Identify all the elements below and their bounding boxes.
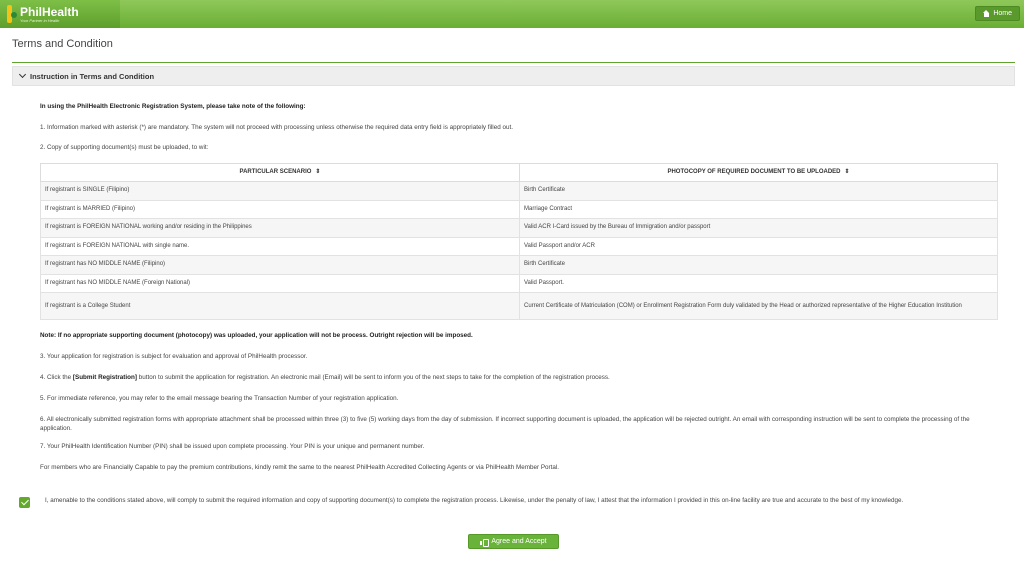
table-cell: Valid ACR I-Card issued by the Bureau of Immigration and/or passport: [520, 219, 998, 238]
instruction-item-3: 3. Your application for registration is subject for evaluation and approval of PhilHealth processor.: [40, 353, 308, 360]
agree-and-accept-button[interactable]: [468, 534, 559, 549]
members-note: For members who are Financially Capable to pay the premium contributions, kindly remit the same to the nearest PhilHealth Accredited Collecting Agents or via PhilHealth Member Portal.: [40, 464, 560, 471]
table-cell: If registrant is FOREIGN NATIONAL with single name.: [41, 237, 520, 256]
table-cell: If registrant is SINGLE (Filipino): [41, 182, 520, 201]
instruction-item-6: 6. All electronically submitted registration forms with appropriate attachment shall be processed within three (3) to five (5) working days from the day of submission. If incorrect supporting document is uploaded, the application will be rejected outright. An email with corresponding instruction will be sent to complete the processing of the application.: [40, 416, 970, 432]
top-bar: [0, 0, 1024, 28]
table-cell: Current Certificate of Matriculation (COM) or Enrollment Registration Form duly validated by the Head or authorized representative of the Higher Education Institution: [520, 293, 998, 320]
table-cell: Valid Passport and/or ACR: [520, 237, 998, 256]
agree-button-label: Agree and Accept: [491, 538, 547, 545]
sort-icon[interactable]: ⇕: [315, 169, 321, 175]
table-cell: Birth Certificate: [520, 256, 998, 275]
table-cell: If registrant is a College Student: [41, 293, 520, 320]
page-title: Terms and Condition: [12, 38, 113, 50]
table-row: [41, 293, 998, 320]
logo-name: PhilHealth: [20, 4, 79, 19]
table-row: [41, 237, 998, 256]
agree-checkbox[interactable]: [19, 497, 30, 508]
table-row: [41, 256, 998, 275]
philhealth-logo[interactable]: [0, 0, 120, 28]
agreement-row: [19, 496, 998, 508]
home-button[interactable]: [975, 6, 1020, 21]
table-row: [41, 182, 998, 201]
agreement-text: I, amenable to the conditions stated above, will comply to submit the required information and copy of supporting document(s) to complete the registration process. Likewise, under the penalty of law, I attest that the information I provided in this on-line facility are true and accurate to the best of my knowledge.: [45, 497, 904, 504]
documents-table: [40, 163, 998, 320]
table-cell: Marriage Contract: [520, 200, 998, 219]
instruction-item-5: 5. For immediate reference, you may refer to the email message bearing the Transaction Number of your registration application.: [40, 395, 399, 402]
table-cell: If registrant has NO MIDDLE NAME (Foreign National): [41, 274, 520, 293]
upload-note: Note: If no appropriate supporting document (photocopy) was uploaded, your application will not be process. Outright rejection will be imposed.: [40, 332, 473, 339]
table-cell: If registrant is MARRIED (Filipino): [41, 200, 520, 219]
instruction-item-4: 4. Click the [Submit Registration] button to submit the application for registration. An electronic mail (Email) will be sent to inform you of the next steps to take for the completion of the registration process.: [40, 374, 610, 381]
instruction-panel-header[interactable]: [12, 66, 1015, 86]
panel-title: Instruction in Terms and Condition: [30, 71, 155, 81]
table-cell: If registrant has NO MIDDLE NAME (Filipino): [41, 256, 520, 275]
table-cell: Birth Certificate: [520, 182, 998, 201]
sort-icon[interactable]: ⇕: [844, 169, 850, 175]
home-label: Home: [993, 10, 1012, 17]
column-header-document[interactable]: PHOTOCOPY OF REQUIRED DOCUMENT TO BE UPLOADED ⇕: [520, 164, 998, 182]
table-cell: Valid Passport.: [520, 274, 998, 293]
home-icon: [983, 10, 990, 17]
table-row: [41, 274, 998, 293]
table-cell: If registrant is FOREIGN NATIONAL working and/or residing in the Philippines: [41, 219, 520, 238]
table-row: [41, 219, 998, 238]
logo-mark-icon: [7, 5, 17, 23]
title-divider: [12, 62, 1015, 63]
logo-tagline: Your Partner in Health: [20, 17, 60, 23]
instruction-item-1: 1. Information marked with asterisk (*) are mandatory. The system will not proceed with processing unless otherwise the required data entry field is appropriately filled out.: [40, 124, 513, 131]
thumbs-up-icon: [480, 539, 487, 545]
table-row: [41, 200, 998, 219]
intro-text: In using the PhilHealth Electronic Registration System, please take note of the following:: [40, 103, 306, 110]
instruction-item-2: 2. Copy of supporting document(s) must be uploaded, to wit:: [40, 144, 209, 151]
instruction-item-7: 7. Your PhilHealth Identification Number (PIN) shall be issued upon complete processing. Your PIN is your unique and permanent number.: [40, 443, 425, 450]
chevron-down-icon[interactable]: [19, 71, 26, 78]
submit-registration-ref: [Submit Registration]: [72, 374, 137, 381]
column-header-scenario[interactable]: PARTICULAR SCENARIO ⇕: [41, 164, 520, 182]
